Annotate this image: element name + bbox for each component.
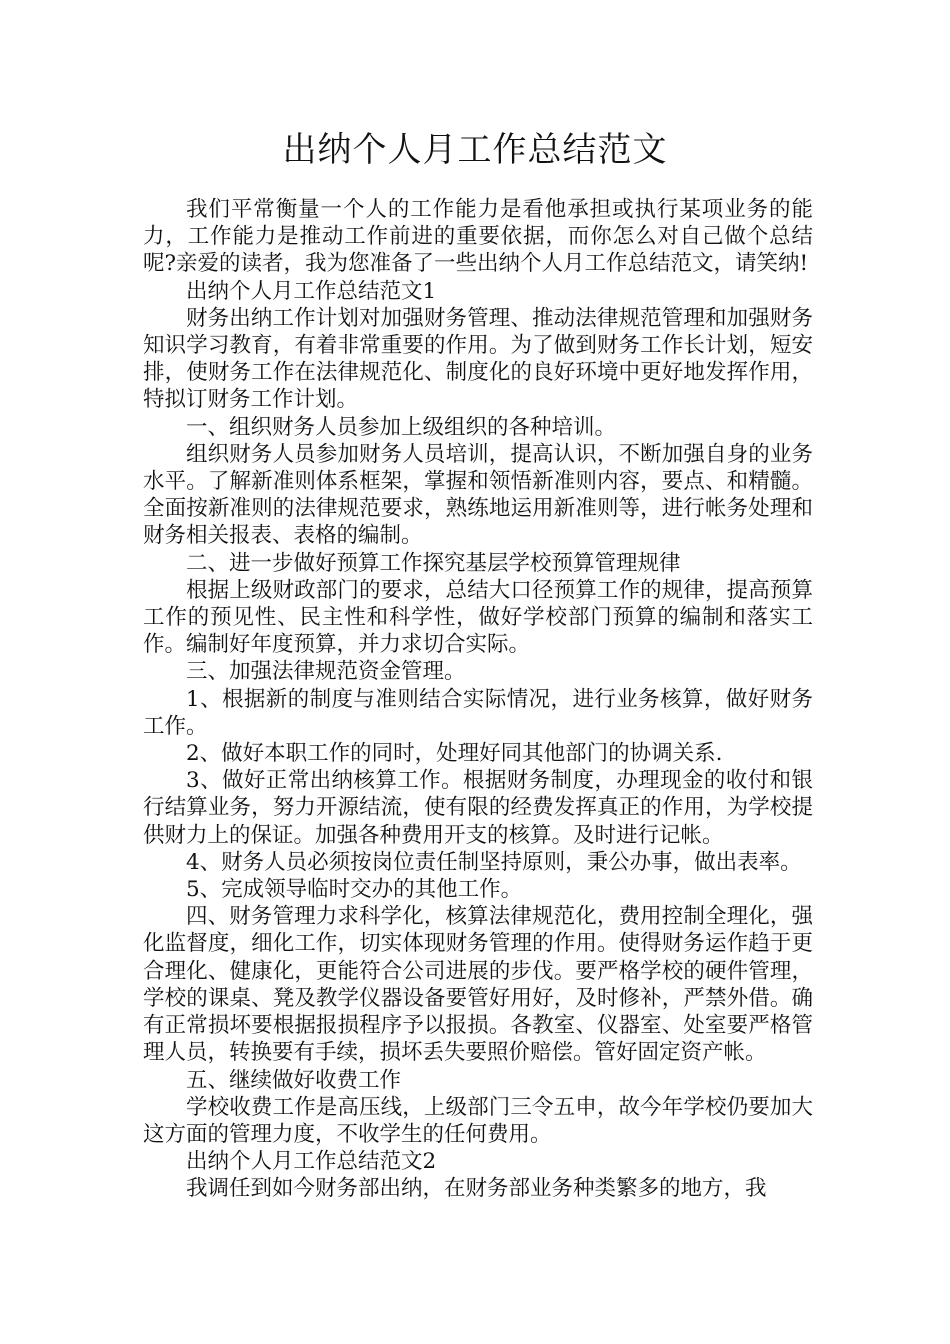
section-heading-sample-2: 出纳个人月工作总结范文2 — [186, 1149, 437, 1175]
body-paragraph: 我调任到如今财务部出纳，在财务部业务种类繁多的地方，我 — [186, 1176, 767, 1202]
sub-heading-1: 一、组织财务人员参加上级组织的各种培训。 — [186, 414, 617, 440]
sub-heading-2: 二、进一步做好预算工作探究基层学校预算管理规律 — [186, 550, 681, 576]
section-heading-sample-1: 出纳个人月工作总结范文1 — [186, 278, 437, 304]
list-item: 3、做好正常出纳核算工作。根据财务制度，办理现金的收付和银行结算业务，努力开源结流，使有限的经费发挥真正的作用，为学校提供财力上的保证。加强各种费用开支的核算。及时进行记帐。 — [143, 768, 813, 848]
list-item: 5、完成领导临时交办的其他工作。 — [186, 877, 523, 903]
document-title: 出纳个人月工作总结范文 — [282, 130, 668, 170]
body-paragraph: 组织财务人员参加财务人员培训，提高认识，不断加强自身的业务水平。了解新准则体系框架，掌握和领悟新准则内容，要点、和精髓。全面按新准则的法律规范要求，熟练地运用新准则等，进行帐务处理和财务相关报表、表格的编制。 — [143, 441, 813, 549]
list-item: 4、财务人员必须按岗位责任制坚持原则，秉公办事，做出表率。 — [186, 849, 802, 875]
sub-heading-5: 五、继续做好收费工作 — [186, 1067, 402, 1093]
sub-heading-3: 三、加强法律规范资金管理。 — [186, 659, 466, 685]
intro-paragraph: 我们平常衡量一个人的工作能力是看他承担或执行某项业务的能力，工作能力是推动工作前进的重要依据，而你怎么对自己做个总结呢?亲爱的读者，我为您准备了一些出纳个人月工作总结范文，请笑纳! — [143, 197, 813, 277]
sub-heading-4: 四、财务管理力求科学化，核算法律规范化，费用控制全理化，强化监督度，细化工作，切实体现财务管理的作用。使得财务运作趋于更合理化、健康化，更能符合公司进展的步伐。要严格学校的硬件管理，学校的课桌、凳及教学仪器设备要管好用好，及时修补，严禁外借。确有正常损坏要根据报损程序予以报损。各教室、仪器室、处室要严格管理人员，转换要有手续，损坏丢失要照价赔偿。管好固定资产帐。 — [143, 904, 813, 1066]
body-paragraph: 财务出纳工作计划对加强财务管理、推动法律规范管理和加强财务知识学习教育，有着非常重要的作用。为了做到财务工作长计划，短安排，使财务工作在法律规范化、制度化的良好环境中更好地发挥作用，特拟订财务工作计划。 — [143, 305, 813, 413]
body-paragraph: 根据上级财政部门的要求，总结大口径预算工作的规律，提高预算工作的预见性、民主性和科学性，做好学校部门预算的编制和落实工作。编制好年度预算，并力求切合实际。 — [143, 577, 813, 658]
list-item: 1、根据新的制度与准则结合实际情况，进行业务核算，做好财务工作。 — [143, 686, 813, 739]
list-item: 2、做好本职工作的同时，处理好同其他部门的协调关系. — [186, 741, 723, 767]
body-paragraph: 学校收费工作是高压线，上级部门三令五申，故今年学校仍要加大这方面的管理力度，不收学生的任何费用。 — [143, 1094, 813, 1147]
document-body — [143, 196, 813, 1203]
